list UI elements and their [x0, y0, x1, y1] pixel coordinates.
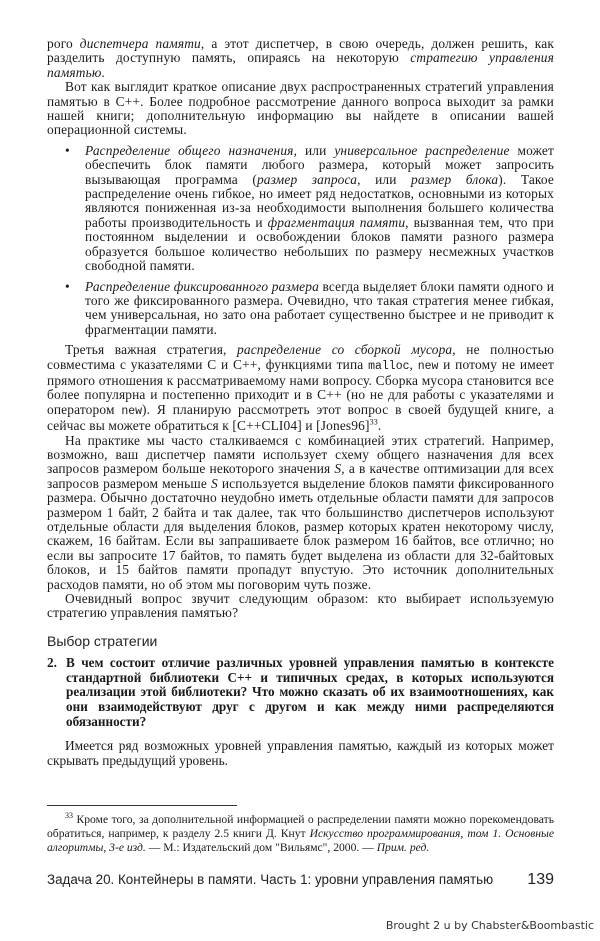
text-run: Вот как выглядит краткое описание двух распространенных стратегий управления памятью в C++. Более подробное рассмотрение данного вопроса выходит за рамки нашей книги; дополнительную информацию вы найдете в описании вашей операционной системы.: [47, 79, 554, 138]
text-run: На практике мы часто сталкиваемся с комбинацией этих стратегий. Например, возможно, ваш диспетчер памяти использует схему общего назначения для всех запросов размером больше некоторого значения: [47, 432, 554, 477]
emphasis-text: фрагментация памяти: [267, 214, 406, 230]
bullet-icon: •: [65, 142, 70, 158]
emphasis-text: Прим. ред.: [376, 840, 430, 854]
footnote-text: [47, 810, 554, 855]
list-item: [65, 278, 555, 338]
text-run: рого: [47, 36, 80, 51]
question-block: [47, 656, 554, 730]
text-run: , а в качестве оптимизации для всех запросов размером меньше: [47, 461, 554, 491]
text-run: , вызванная тем, что при постоянном выделении и освобождении блоков памяти разного размера образуется большое количество небольших по размеру несмежных участков свободной памяти.: [85, 214, 554, 274]
emphasis-text: размер блока: [410, 171, 499, 187]
emphasis-text: Распределение фиксированного размера: [85, 278, 319, 294]
paragraph-question: [47, 592, 554, 621]
paragraph-combination: [47, 434, 554, 592]
text-run: ,: [409, 356, 418, 372]
emphasis-text: Искусство программирования, том 1. Основные алгоритмы, 3-е изд.: [47, 826, 554, 854]
text-run: — М.: Издательский дом "Вильямс", 2000. —: [145, 840, 377, 854]
footnote-ref: 33: [65, 810, 73, 820]
body-text: [47, 37, 554, 621]
text-run: , не полностью совместима с указателями C и C++, функциями типа: [47, 342, 554, 372]
text-run: .: [377, 418, 382, 434]
text-run: Кроме того, за дополнительной информацией о распределении памяти можно порекомендовать обратиться, например, к разделу 2.5 книги Д. Кнут: [47, 812, 554, 840]
bullet-icon: •: [65, 278, 70, 294]
text-run: Третья важная стратегия,: [65, 342, 237, 358]
text-run: .: [101, 64, 105, 80]
text-run: ). Такое распределение очень гибкое, но имеет ряд недостатков, основными из которых являются пониженная из-за необходимости выполнения большего количества работы производительность и: [85, 171, 554, 230]
page-footer: [47, 871, 554, 889]
emphasis-text: универсальное распределение: [334, 142, 510, 158]
text-run: может обеспечить блок памяти любого размера, который может запросить вызывающая программа (: [85, 142, 554, 187]
text-run: Очевидный вопрос звучит следующим образом: кто выбирает используемую стратегию управления памятью?: [47, 591, 554, 621]
code-text: new: [417, 359, 439, 373]
answer-paragraph: [47, 738, 554, 769]
watermark: Brought 2 u by Chabster&Boombastic: [385, 918, 594, 932]
paragraph-garbage-collection: [47, 343, 554, 433]
text-run: всегда выделяет блоки памяти одного и того же фиксированного размера. Очевидно, что такая стратегия менее гибкая, чем универсальная, но зато она работает существенно быстрее и не приводит к фрагментации памяти.: [85, 278, 555, 337]
footnote-divider: [47, 805, 237, 806]
list-item-text: [85, 143, 554, 273]
text-run: ). Я планирую рассмотреть этот вопрос в своей будущей книге, а сейчас вы можете обратиться к [C++CLI04] и [Jones96]: [47, 401, 554, 434]
section-heading: Выбор стратегии: [47, 632, 158, 649]
running-title: Задача 20. Контейнеры в памяти. Часть 1: уровни управления памятью: [47, 871, 494, 887]
question-number: 2.: [47, 654, 57, 670]
code-text: malloc: [368, 359, 410, 373]
emphasis-text: распределение со сборкой мусора: [237, 342, 453, 358]
list-item-text: [85, 279, 554, 337]
paragraph-continuation: [47, 37, 554, 80]
text-run: , а этот диспетчер, в свою очередь, должен решить, как разделить доступную память, опираясь на некоторую: [47, 36, 554, 66]
text-run: , или: [357, 171, 411, 187]
footnote-ref: 33: [369, 417, 378, 427]
strategy-list: [47, 144, 554, 337]
emphasis-text: S: [210, 475, 218, 491]
page-number: 139: [527, 870, 554, 888]
question-text: В чем состоит отличие различных уровней управления памятью в контексте стандартной библиотеки C++ и типичных средах, в которых используются реализации этой библиотеки? Что можно сказать об их взаимоотношениях, как они взаимодействуют друг с другом и как между ними распределяются обязанности?: [66, 654, 554, 730]
emphasis-text: диспетчера памяти: [79, 36, 201, 51]
emphasis-text: стратегию управления памятью: [47, 50, 554, 80]
emphasis-text: размер запроса: [256, 171, 358, 187]
paragraph-strategies-intro: [47, 80, 554, 138]
list-item: [65, 142, 554, 274]
emphasis-text: S: [334, 461, 342, 477]
text-run: и потому не имеет прямого отношения к рассматриваемому нами вопросу. Сборка мусора становится все более популярна и постепенно приходит и в C++ (но не для работы с указателями и оператором: [47, 356, 555, 417]
code-text: new: [121, 404, 143, 418]
text-run: используется выделение блоков памяти фиксированного размера. Обычно достаточно неудобно иметь отдельные области памяти для запросов размером 1 байт, 2 байта и так далее, так что большинство диспетчеров используют отдельные области для выделения блоков, размер которых кратен некоторому числу, скажем, 16 байтам. Если вы запрашиваете блок размером 16 байтов, все отлично; но если вы запросите 17 байтов, то память будет выделена из области для 32-байтовых блоков, и 15 байтов памяти пропадут впустую. Это источник дополнительных расходов памяти, но об этом мы поговорим чуть позже.: [47, 475, 554, 592]
footnote: [47, 810, 554, 855]
emphasis-text: Распределение общего назначения: [85, 142, 294, 158]
text-run: , или: [293, 142, 335, 158]
answer-text: [47, 738, 554, 769]
text-run: Имеется ряд возможных уровней управления памятью, каждый из которых может скрывать предыдущий уровень.: [47, 737, 554, 769]
